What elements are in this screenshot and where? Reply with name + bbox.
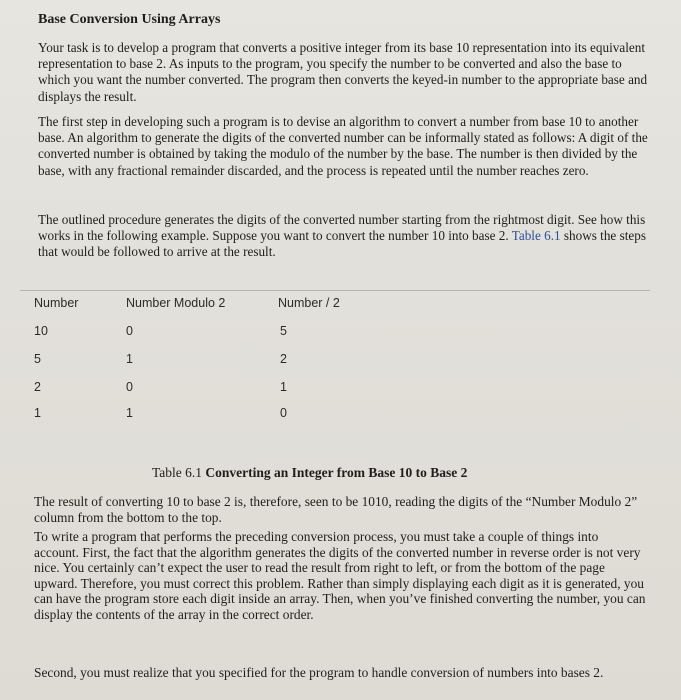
table-reference-link[interactable]: Table 6.1 bbox=[511, 228, 561, 244]
table-cell: 0 bbox=[126, 380, 133, 394]
table-cell: 5 bbox=[280, 324, 287, 338]
table-cell: 1 bbox=[126, 406, 133, 420]
table-cell: 2 bbox=[34, 380, 41, 394]
table-caption bbox=[152, 465, 467, 481]
result-paragraph: The result of converting 10 to base 2 is, therefore, seen to be 1010, reading the digits of the “Number Modulo 2” column from the bottom to the top. bbox=[34, 494, 638, 525]
second-paragraph: Second, you must realize that you specified for the program to handle conversion of numbers into bases 2. bbox=[34, 665, 604, 680]
procedure-text-before: The outlined procedure generates the digits of the converted number starting from the rightmost digit. See how this works in the following example. Suppose you want to convert the number 10 into base 2. bbox=[38, 212, 646, 244]
table-header-number: Number bbox=[34, 296, 79, 310]
caption-text: Converting an Integer from Base 10 to Base 2 bbox=[205, 465, 468, 480]
table-header-modulo: Number Modulo 2 bbox=[126, 296, 226, 310]
write-program-paragraph: To write a program that performs the preceding conversion process, you must take a couple of things into account. First, the fact that the algorithm generates the digits of the converted number in reverse order is not very nice. You certainly can’t expect the user to read the result from right to left, or from the bottom of the page upward. Therefore, you must correct this problem. Rather than simply displaying each digit as it is generated, you can have the program store each digit inside an array. Then, when you’ve finished converting the number, you can display the contents of the array in the correct order. bbox=[34, 529, 646, 622]
procedure-text-after: shows the steps that would be followed to arrive at the result. bbox=[38, 228, 646, 260]
table-cell: 1 bbox=[34, 406, 41, 420]
table-cell: 1 bbox=[126, 352, 133, 366]
section-title: Base Conversion Using Arrays bbox=[38, 12, 221, 27]
table-header-divided: Number / 2 bbox=[278, 296, 340, 310]
table-cell: 0 bbox=[280, 406, 287, 420]
algorithm-paragraph: The first step in developing such a program is to devise an algorithm to convert a number from base 10 to another base. An algorithm to generate the digits of the converted number can be informally stated as follows: A digit of the converted number is obtained by taking the modulo of the number by the base. The number is then divided by the base, with any fractional remainder discarded, and the process is repeated until the number reaches zero. bbox=[38, 114, 648, 178]
procedure-paragraph bbox=[38, 212, 650, 261]
table-cell: 2 bbox=[280, 352, 287, 366]
table-cell: 10 bbox=[34, 324, 48, 338]
table-top-rule bbox=[20, 290, 650, 291]
table-cell: 0 bbox=[126, 324, 133, 338]
table-cell: 5 bbox=[34, 352, 41, 366]
table-cell: 1 bbox=[280, 380, 287, 394]
caption-label: Table 6.1 bbox=[152, 465, 203, 480]
intro-paragraph: Your task is to develop a program that converts a positive integer from its base 10 representation into its equivalent representation to base 2. As inputs to the program, you specify the number to be converted and also the base to which you want the number converted. The program then converts the keyed-in number to the appropriate base and displays the result. bbox=[38, 40, 648, 104]
